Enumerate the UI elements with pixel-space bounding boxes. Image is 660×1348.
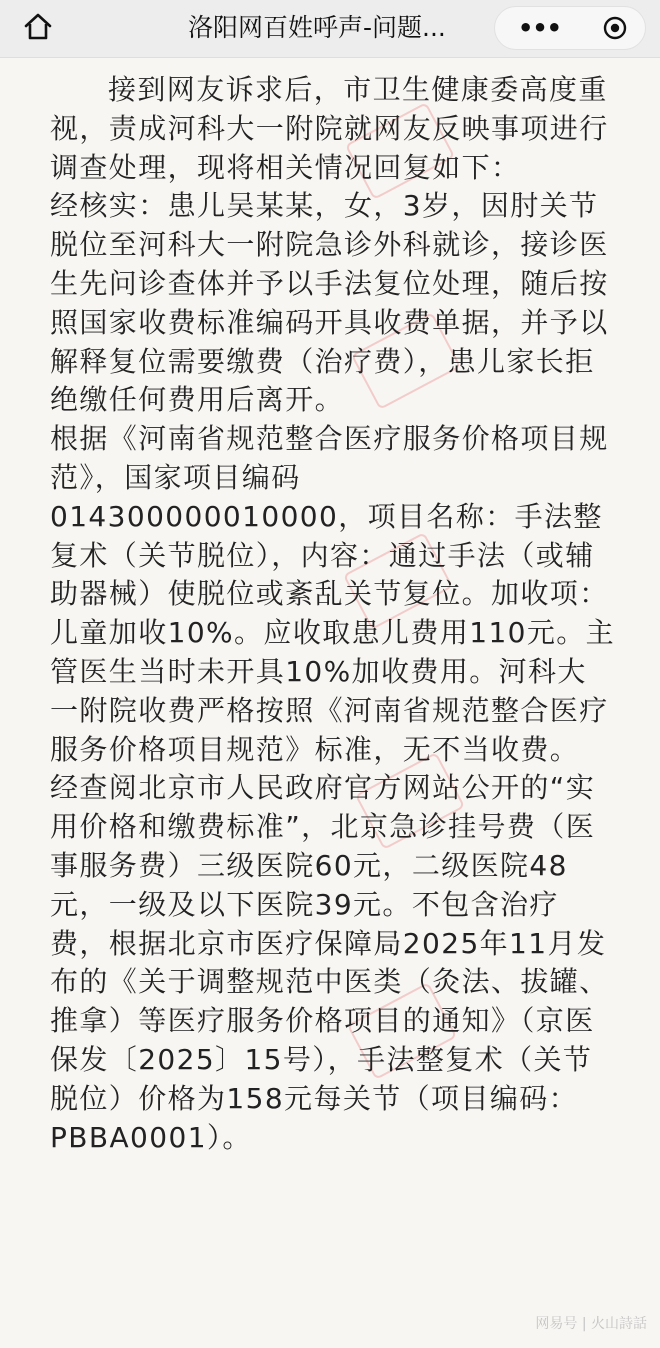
article-paragraph-pricing-basis: 根据《河南省规范整合医疗服务价格项目规范》，国家项目编码014300000010000，项目名称：手法整复术（关节脱位），内容：通过手法（或辅助器械）使脱位或紊乱关节复位。加收项：儿童加收10%。应收取患儿费用110元。主管医生当时未开具10%加收费用。河科大一附院收费严格按照《河南省规范整合医疗服务价格项目规范》标准，无不当收费。 xyxy=(50,422,616,766)
top-navigation-bar xyxy=(0,0,660,58)
close-mini-program-button[interactable] xyxy=(603,16,627,40)
source-watermark: 网易号 | 火山詩話 xyxy=(535,1316,647,1332)
mini-program-capsule xyxy=(494,6,646,50)
article-paragraph-verification: 经核实：患儿吴某某，女，3岁，因肘关节脱位至河科大一附院急诊外科就诊，接诊医生先问诊查体并予以手法复位处理，随后按照国家收费标准编码开具收费单据，并予以解释复位需要缴费（治疗费），患儿家长拒绝缴任何费用后离开。 xyxy=(50,189,609,417)
home-icon xyxy=(22,11,54,47)
more-button[interactable]: ••• xyxy=(518,14,562,42)
home-button[interactable] xyxy=(18,9,58,49)
target-icon xyxy=(603,16,627,40)
page-title: 洛阳网百姓呼声-问题... xyxy=(188,13,446,42)
article-body xyxy=(50,71,616,1157)
article-paragraph-intro: 接到网友诉求后，市卫生健康委高度重视，责成河科大一附院就网友反映事项进行调查处理，现将相关情况回复如下： xyxy=(50,73,609,184)
article-paragraph-beijing-comparison: 经查阅北京市人民政府官方网站公开的“实用价格和缴费标准”，北京急诊挂号费（医事服务费）三级医院60元，二级医院48元，一级及以下医院39元。不包含治疗费，根据北京市医疗保障局2025年11月发布的《关于调整规范中医类（灸法、拔罐、推拿）等医疗服务价格项目的通知》（京医保发〔2025〕15号），手法整复术（关节脱位）价格为158元每关节（项目编码：PBBA0001）。 xyxy=(50,771,609,1154)
